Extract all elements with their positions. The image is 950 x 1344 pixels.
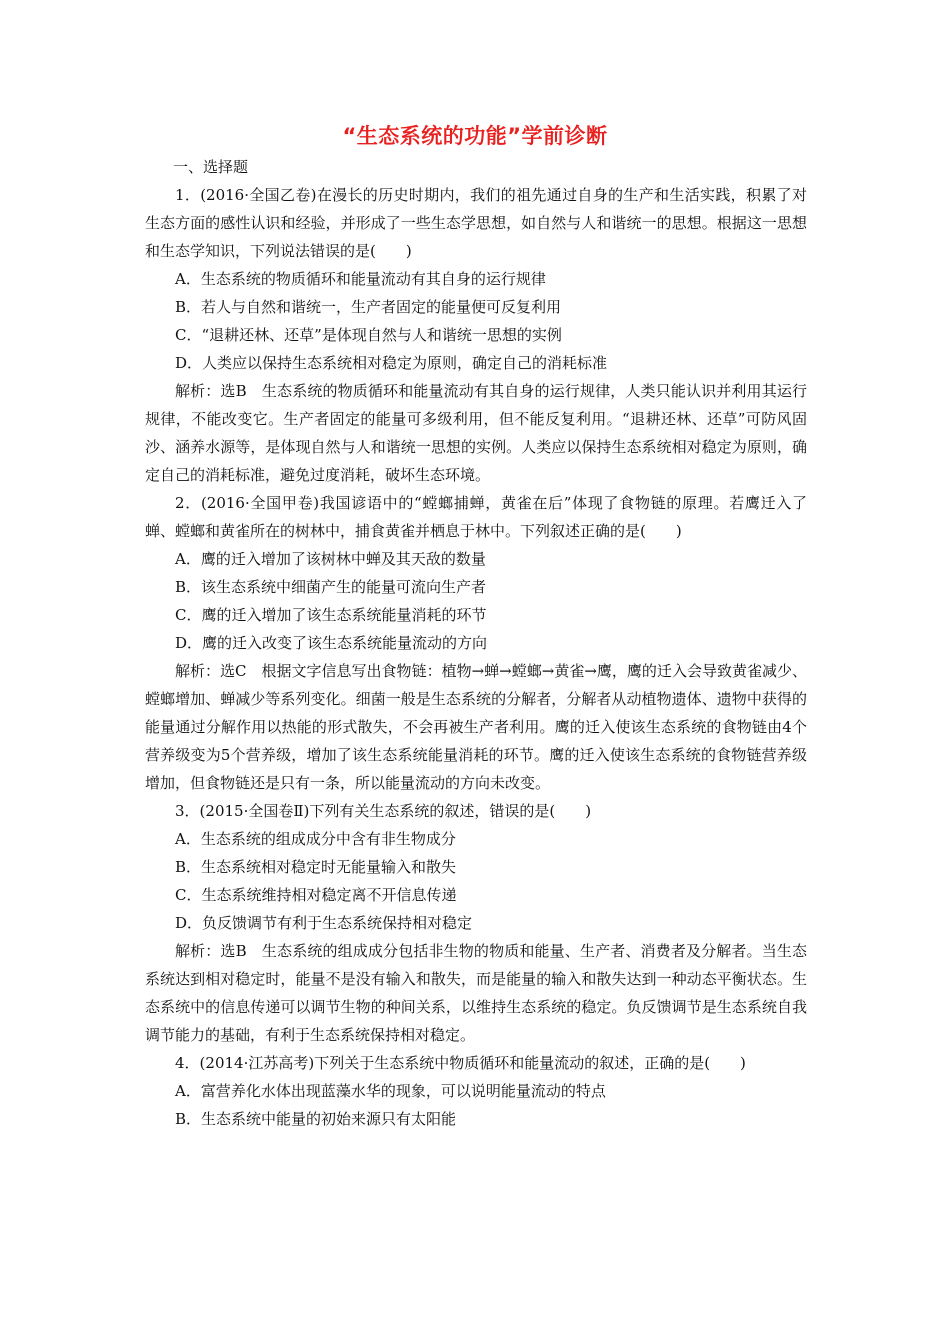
question-1-analysis: 解析：选B 生态系统的物质循环和能量流动有其自身的运行规律，人类只能认识并利用其运行规律，不能改变它。生产者固定的能量可多级利用，但不能反复利用。“退耕还林、还草”可防风固沙、涵养水源等，是体现自然与人和谐统一思想的实例。人类应以保持生态系统相对稳定为原则，确定自己的消耗标准，避免过度消耗，破坏生态环境。 [145, 382, 807, 484]
question-1-stem: 1．(2016·全国乙卷)在漫长的历史时期内，我们的祖先通过自身的生产和生活实践，积累了对生态方面的感性认识和经验，并形成了一些生态学思想，如自然与人和谐统一的思想。根据这一思想和生态学知识，下列说法错误的是( ) [145, 186, 807, 260]
question-2-stem: 2．(2016·全国甲卷)我国谚语中的“螳螂捕蝉，黄雀在后”体现了食物链的原理。若鹰迁入了蝉、螳螂和黄雀所在的树林中，捕食黄雀并栖息于林中。下列叙述正确的是( ) [145, 494, 807, 540]
question-4-option-b: B．生态系统中能量的初始来源只有太阳能 [175, 1110, 457, 1128]
question-2-analysis: 解析：选C 根据文字信息写出食物链：植物→蝉→螳螂→黄雀→鹰，鹰的迁入会导致黄雀减少、螳螂增加、蝉减少等系列变化。细菌一般是生态系统的分解者，分解者从动植物遗体、遗物中获得的能量通过分解作用以热能的形式散失，不会再被生产者利用。鹰的迁入使该生态系统的食物链由4个营养级变为5个营养级，增加了该生态系统能量消耗的环节。鹰的迁入使该生态系统的食物链营养级增加，但食物链还是只有一条，所以能量流动的方向未改变。 [145, 662, 807, 792]
question-3-option-a: A．生态系统的组成成分中含有非生物成分 [175, 830, 456, 848]
question-2-option-a: A．鹰的迁入增加了该树林中蝉及其天敌的数量 [175, 550, 486, 568]
question-1-option-b: B．若人与自然和谐统一，生产者固定的能量便可反复利用 [175, 298, 562, 316]
document-body [145, 153, 807, 1133]
section-heading: 一、选择题 [173, 158, 249, 176]
question-3-option-c: C．生态系统维持相对稳定离不开信息传递 [175, 886, 457, 904]
question-2-option-c: C．鹰的迁入增加了该生态系统能量消耗的环节 [175, 606, 487, 624]
question-2-option-b: B．该生态系统中细菌产生的能量可流向生产者 [175, 578, 487, 596]
question-4-stem: 4．(2014·江苏高考)下列关于生态系统中物质循环和能量流动的叙述，正确的是( ) [175, 1054, 746, 1072]
question-3-option-d: D．负反馈调节有利于生态系统保持相对稳定 [175, 914, 473, 932]
question-3-option-b: B．生态系统相对稳定时无能量输入和散失 [175, 858, 457, 876]
page-title: “生态系统的功能”学前诊断 [342, 124, 608, 148]
question-4-option-a: A．富营养化水体出现蓝藻水华的现象，可以说明能量流动的特点 [175, 1082, 606, 1100]
question-1-option-c: C．“退耕还林、还草”是体现自然与人和谐统一思想的实例 [175, 326, 562, 344]
question-1-option-a: A．生态系统的物质循环和能量流动有其自身的运行规律 [175, 270, 546, 288]
question-3-stem: 3．(2015·全国卷Ⅱ)下列有关生态系统的叙述，错误的是( ) [175, 802, 592, 820]
question-1-option-d: D．人类应以保持生态系统相对稳定为原则，确定自己的消耗标准 [175, 354, 608, 372]
question-3-analysis: 解析：选B 生态系统的组成成分包括非生物的物质和能量、生产者、消费者及分解者。当生态系统达到相对稳定时，能量不是没有输入和散失，而是能量的输入和散失达到一种动态平衡状态。生态系统中的信息传递可以调节生物的种间关系，以维持生态系统的稳定。负反馈调节是生态系统自我调节能力的基础，有利于生态系统保持相对稳定。 [145, 942, 807, 1044]
question-2-option-d: D．鹰的迁入改变了该生态系统能量流动的方向 [175, 634, 488, 652]
